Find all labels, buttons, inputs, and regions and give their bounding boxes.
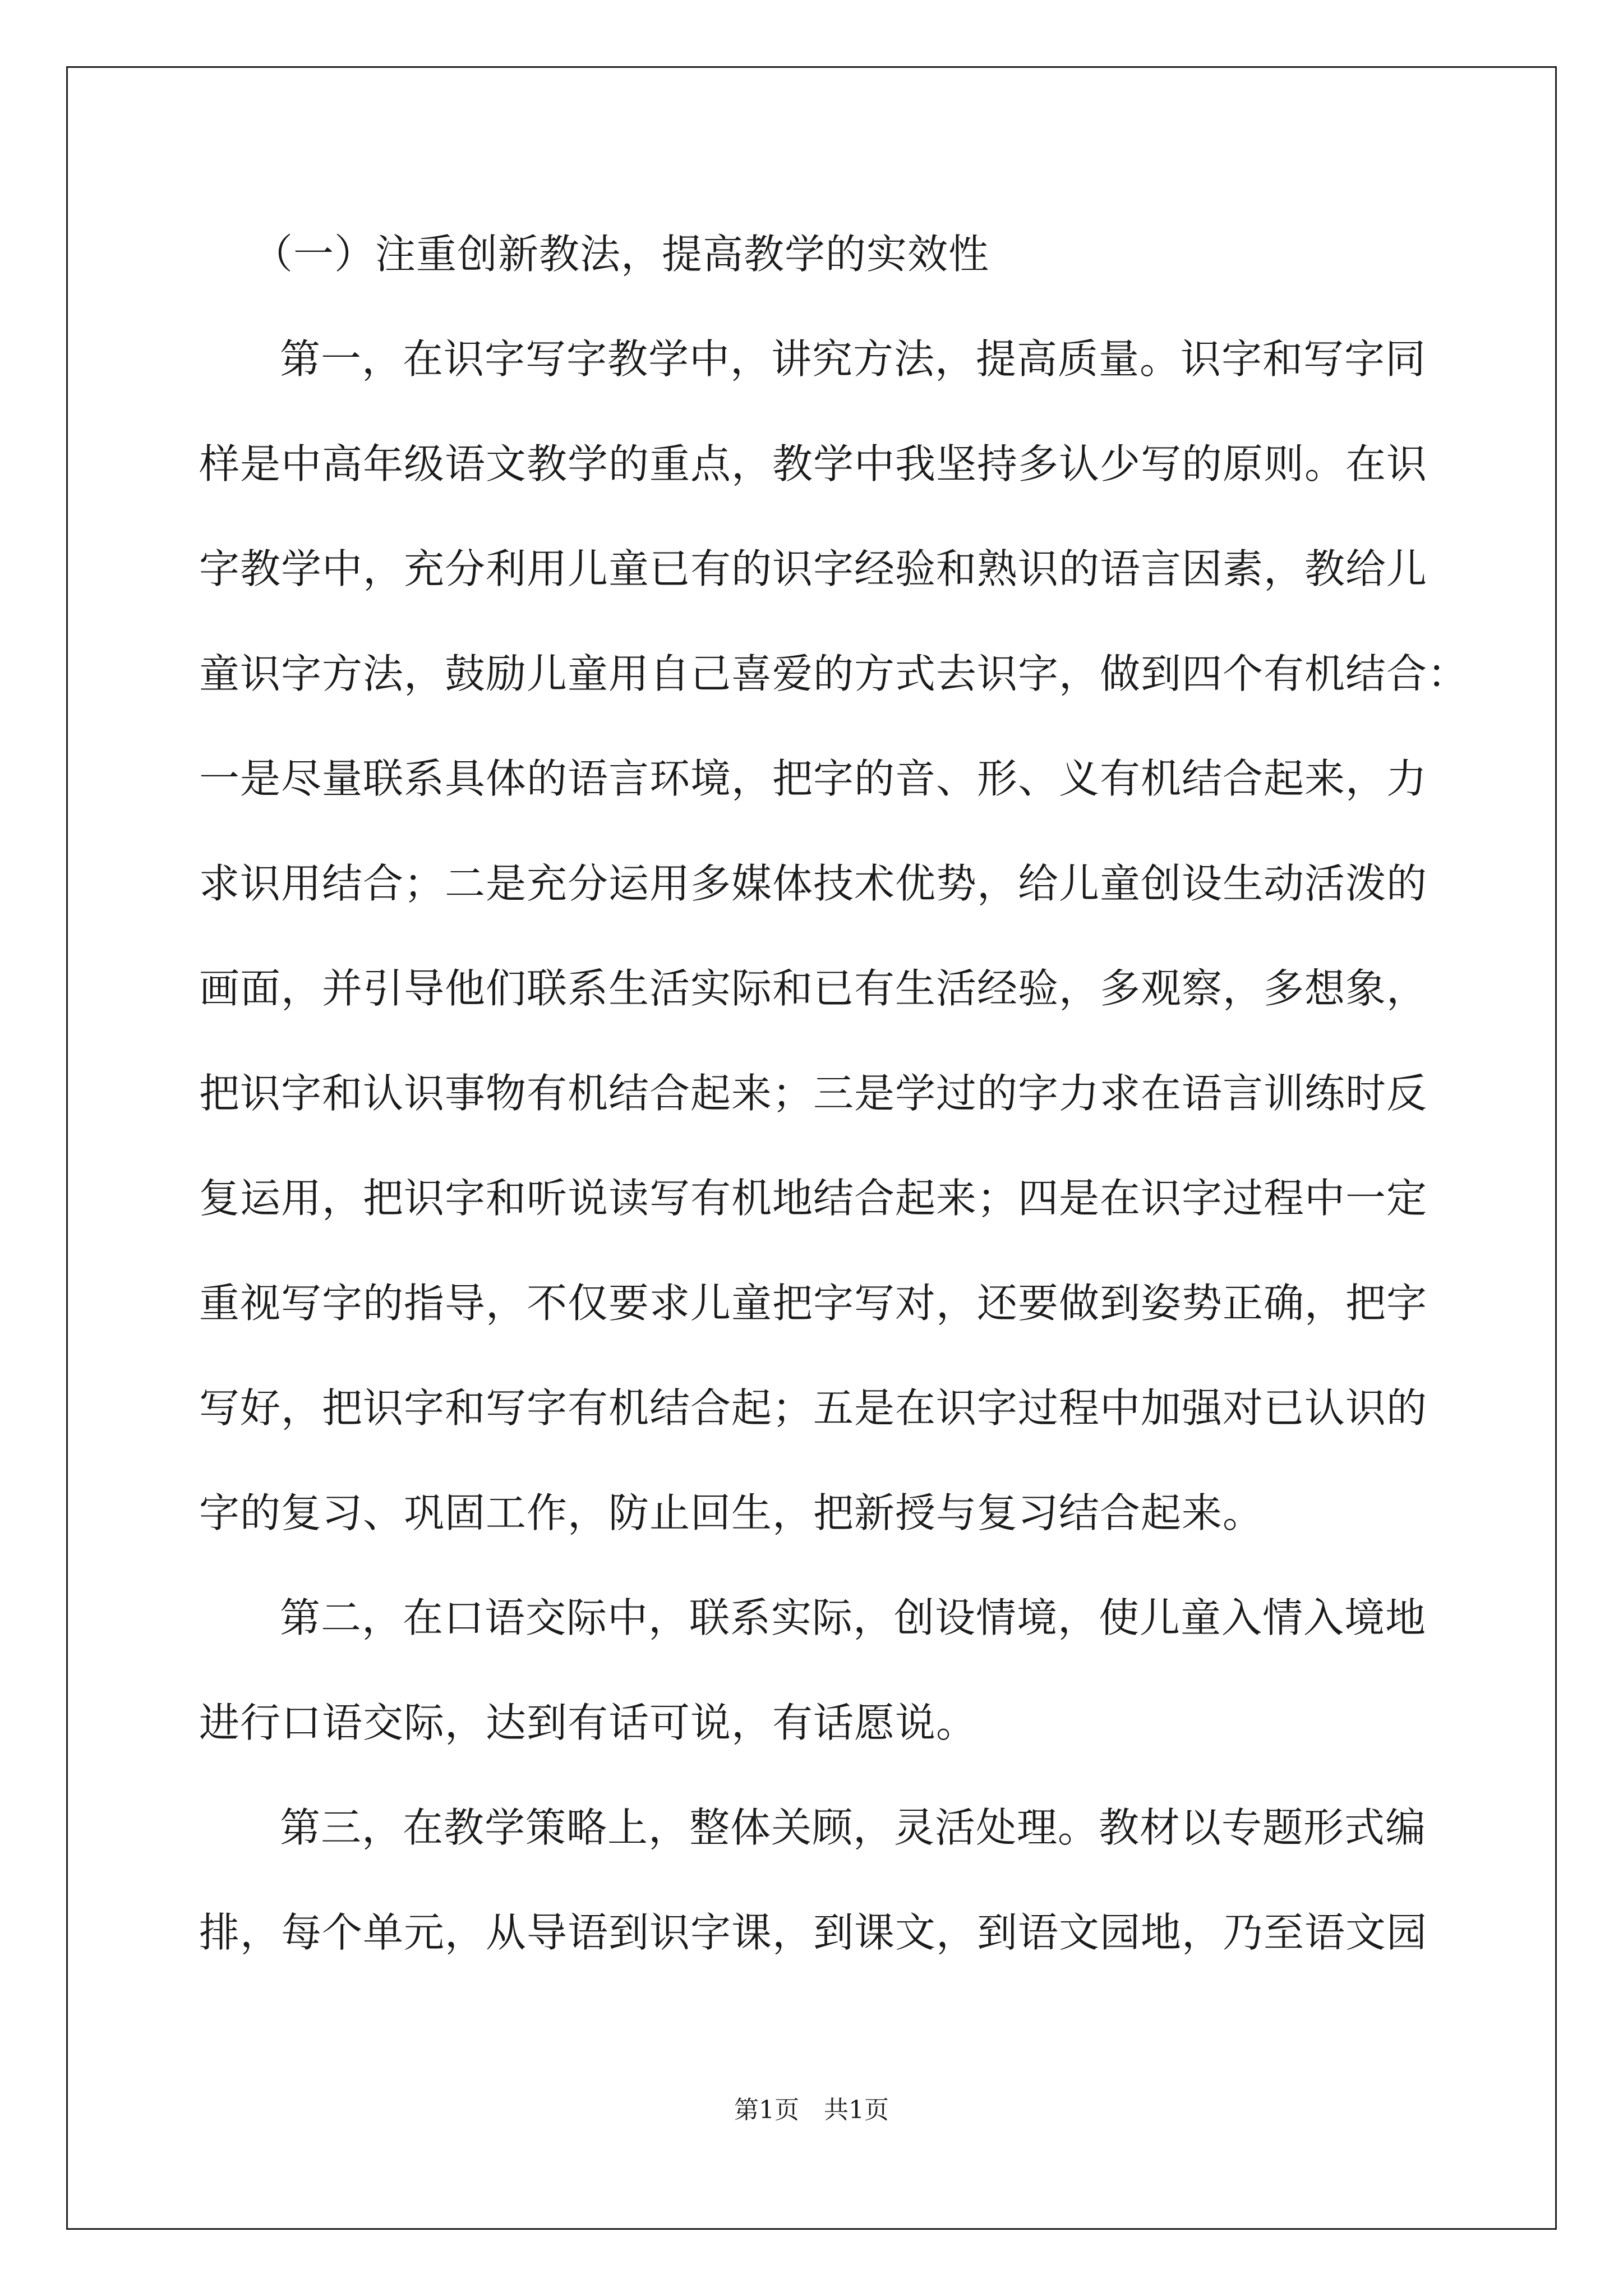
paragraph-line: 画面，并引导他们联系生活实际和已有生活经验，多观察，多想象， (199, 965, 1428, 1012)
page-number-current: 第1页 (734, 2096, 799, 2124)
paragraph-line: 求识用结合；二是充分运用多媒体技术优势，给儿童创设生动活泼的 (199, 860, 1428, 907)
paragraph-line: 样是中高年级语文教学的重点，教学中我坚持多认少写的原则。在识 (199, 440, 1428, 487)
paragraph-2 (199, 1566, 1425, 1775)
paragraph-1 (199, 307, 1469, 1566)
paragraph-line: 字的复习、巩固工作，防止回生，把新授与复习结合起来。 (199, 1489, 1264, 1536)
paragraph-line: 排，每个单元，从导语到识字课，到课文，到语文园地，乃至语文园 (199, 1909, 1428, 1956)
section-heading: （一）注重创新教法，提高教学的实效性 (252, 231, 990, 278)
paragraph-line: 第一，在识字写字教学中，讲究方法，提高质量。识字和写字同 (280, 335, 1427, 383)
paragraph-3 (199, 1775, 1428, 1985)
paragraph-line: 一是尽量联系具体的语言环境，把字的音、形、义有机结合起来，力 (199, 755, 1428, 802)
paragraph-line: 进行口语交际，达到有话可说，有话愿说。 (199, 1699, 978, 1746)
paragraph-line: 写好，把识字和写字有机结合起；五是在识字过程中加强对已认识的 (199, 1384, 1428, 1432)
document-body (199, 202, 1469, 1985)
paragraph-line: 复运用，把识字和听说读写有机地结合起来；四是在识字过程中一定 (199, 1175, 1428, 1222)
paragraph-line: 第二，在口语交际中，联系实际，创设情境，使儿童入情入境地 (280, 1594, 1427, 1641)
paragraph-line: 把识字和认识事物有机结合起来；三是学过的字力求在语言训练时反 (199, 1070, 1428, 1117)
page-number-total: 共1页 (824, 2096, 889, 2124)
paragraph-line: 字教学中，充分利用儿童已有的识字经验和熟识的语言因素，教给儿 (199, 545, 1428, 592)
paragraph-line: 重视写字的指导，不仅要求儿童把字写对，还要做到姿势正确，把字 (199, 1280, 1428, 1327)
paragraph-line: 童识字方法，鼓励儿童用自己喜爱的方式去识字，做到四个有机结合： (199, 650, 1469, 697)
page-footer (0, 2093, 1623, 2127)
paragraph-line: 第三，在教学策略上，整体关顾，灵活处理。教材以专题形式编 (280, 1804, 1427, 1851)
